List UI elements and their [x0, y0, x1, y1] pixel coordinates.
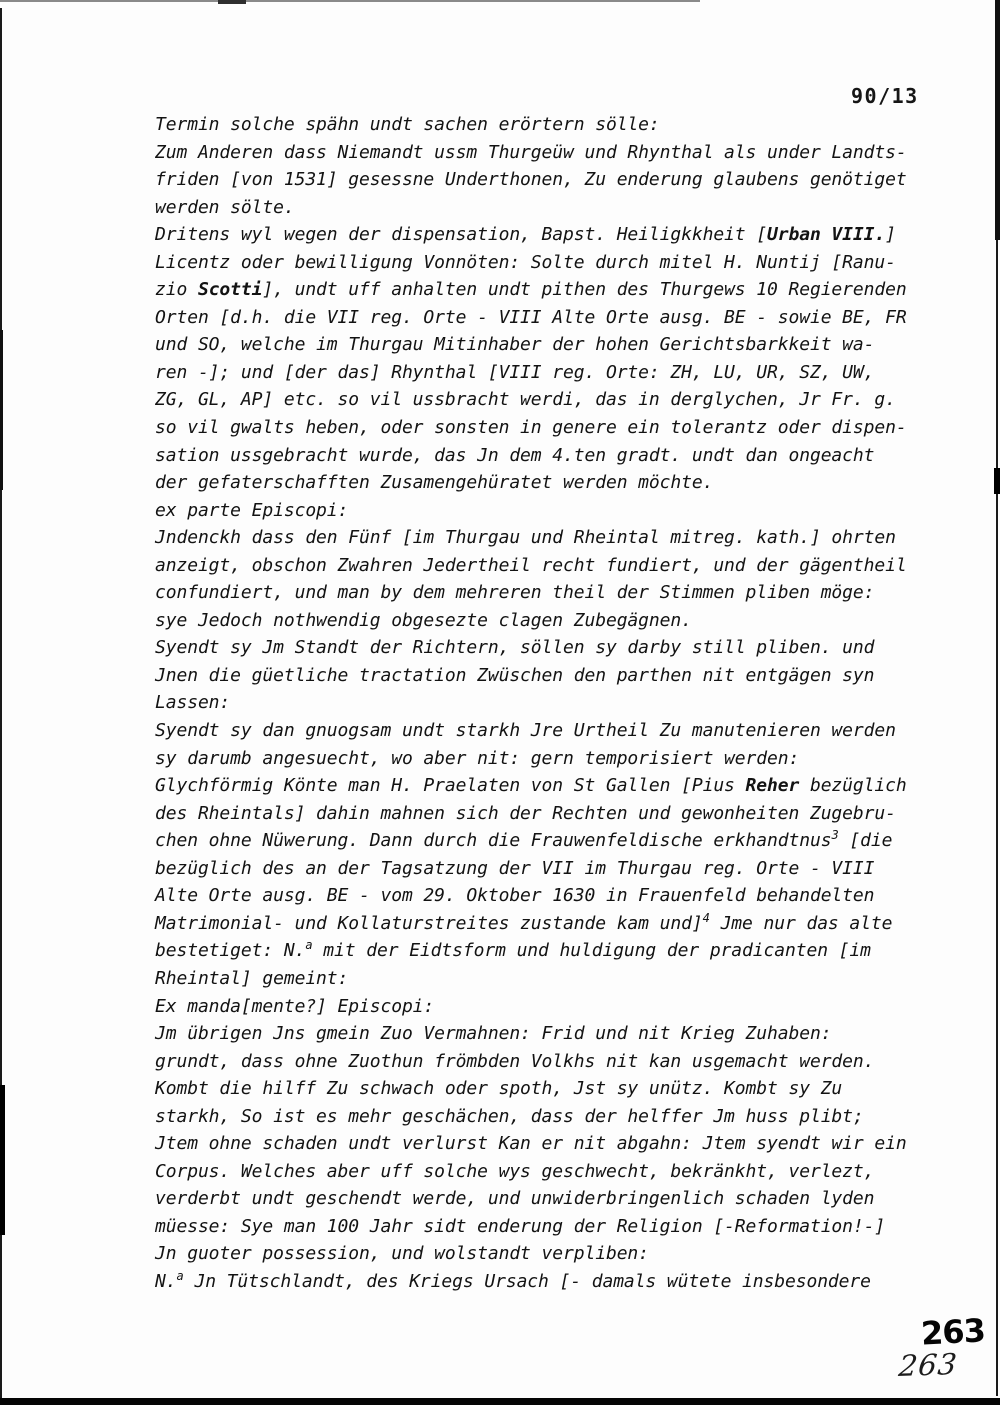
text-line: sy darumb angesuecht, wo aber nit: gern temporisiert werden:	[155, 747, 800, 769]
scan-edge-left-bulge	[0, 1085, 5, 1235]
scan-edge-bottom	[0, 1398, 1000, 1405]
text-line: ren -]; und [der das] Rhynthal [VIII reg. Orte: ZH, LU, UR, SZ, UW,	[155, 361, 875, 383]
text-line: bezüglich des an der Tagsatzung der VII im Thurgau reg. Orte - VIII	[155, 857, 875, 879]
superscript-note: a	[176, 1268, 184, 1283]
text-line: ZG, GL, AP] etc. so vil ussbracht werdi, das in derglychen, Jr Fr. g.	[155, 389, 896, 411]
text-line: N.$^a$ Jn Tütschlandt, des Kriegs Ursach [- damals wütete insbesondere	[155, 1268, 871, 1292]
text-line: Alte Orte ausg. BE - vom 29. Oktober 1630 in Frauenfeld behandelten	[155, 885, 875, 907]
text-line: ex parte Episcopi:	[155, 499, 349, 521]
scan-edge-top	[0, 0, 700, 2]
text-line: bestetiget: N.$^a$ mit der Eidtsform und huldigung der pradicanten [im	[155, 938, 871, 962]
text-line: werden sölte.	[155, 196, 295, 218]
text-line: Jnen die güetliche tractation Zwüschen den parthen nit entgägen syn	[155, 664, 875, 686]
text-line: Rheintal] gemeint:	[155, 967, 349, 989]
text-line: sation ussgebracht wurde, das Jn dem 4.ten gradt. undt dan ongeacht	[155, 444, 875, 466]
text-line: des Rheintals] dahin mahnen sich der Rechten und gewonheiten Zugebru-	[155, 802, 896, 824]
bold-text: Urban VIII.	[767, 224, 886, 246]
text-line: anzeigt, obschon Zwahren Jedertheil recht fundiert, und der gägentheil	[155, 554, 907, 576]
text-line: müesse: Sye man 100 Jahr sidt enderung der Religion [-Reformation!-]	[155, 1215, 886, 1237]
text-line: Orten [d.h. die VII reg. Orte - VIII Alte Orte ausg. BE - sowie BE, FR	[155, 306, 907, 328]
text-line: confundiert, und man by dem mehreren theil der Stimmen pliben möge:	[155, 582, 875, 604]
text-line: Lassen:	[155, 692, 231, 714]
scan-edge-left-mark	[0, 330, 3, 490]
page-number: 90/13	[851, 84, 919, 108]
text-line: Zum Anderen dass Niemandt ussm Thurgeüw und Rhynthal als under Landts-	[155, 141, 907, 163]
text-line: Corpus. Welches aber uff solche wys geschwecht, bekränkht, verlezt,	[155, 1160, 875, 1182]
folio-number-marker: 263	[920, 1311, 986, 1353]
scan-edge-right-top	[995, 0, 1000, 240]
text-line: und SO, welche im Thurgau Mitinhaber der hohen Gerichtsbarkkeit wa-	[155, 334, 875, 356]
bold-text: Scotti	[197, 279, 263, 301]
scan-edge-right-mark	[994, 468, 1000, 494]
text-line: Dritens wyl wegen der dispensation, Bapst. Heiligkkheit [Urban VIII.]	[155, 224, 896, 246]
text-line: grundt, dass ohne Zuothun frömbden Volkhs nit kan usgemacht werden.	[155, 1050, 875, 1072]
text-line: Kombt die hilff Zu schwach oder spoth, Jst sy unütz. Kombt sy Zu	[155, 1078, 843, 1100]
text-line: sye Jedoch nothwendig obgesezte clagen Zubegägnen.	[155, 609, 692, 631]
text-line: zio Scotti], undt uff anhalten undt pithen des Thurgews 10 Regierenden	[155, 279, 907, 301]
superscript-note: 3	[831, 828, 839, 843]
text-line: Termin solche spähn undt sachen erörtern sölle:	[155, 114, 660, 135]
text-line: der gefaterschafften Zusamengehüratet werden möchte.	[155, 472, 714, 494]
text-line: Jn guoter possession, und wolstandt verpliben:	[155, 1243, 649, 1265]
text-line: Jtem ohne schaden undt verlurst Kan er nit abgahn: Jtem syendt wir ein	[155, 1133, 907, 1155]
scan-edge-top-mark	[218, 0, 246, 4]
text-line: friden [von 1531] gesessne Underthonen, Zu enderung glaubens genötiget	[155, 169, 907, 191]
scan-edge-right	[996, 0, 998, 1396]
text-line: Licentz oder bewilligung Vonnöten: Solte durch mitel H. Nuntij [Ranu-	[155, 251, 896, 273]
text-line: chen ohne Nüwerung. Dann durch die Frauwenfeldische erkhandtnus$^3$ [die	[155, 828, 893, 852]
scan-edge-left	[0, 8, 2, 1398]
superscript-note: a	[305, 938, 313, 953]
bold-text: Reher	[745, 775, 800, 797]
text-line: Ex manda[mente?] Episcopi:	[155, 995, 435, 1017]
text-line: Matrimonial- und Kollaturstreites zustande kam und]$^4$ Jme nur das alte	[155, 910, 893, 934]
text-line: so vil gwalts heben, oder sonsten in genere ein tolerantz oder dispen-	[155, 417, 907, 439]
text-line: Syendt sy Jm Standt der Richtern, söllen sy darby still pliben. und	[155, 637, 875, 659]
text-line: verderbt undt geschendt werde, und unwiderbringenlich schaden lyden	[155, 1188, 875, 1210]
superscript-note: 4	[702, 910, 710, 925]
text-line: Jndenckh dass den Fünf [im Thurgau und Rheintal mitreg. kath.] ohrten	[155, 527, 896, 549]
text-line: starkh, So ist es mehr geschächen, dass der helffer Jm huss plibt;	[155, 1105, 864, 1127]
text-line: Glychförmig Könte man H. Praelaten von St Gallen [Pius Reher bezüglich	[155, 775, 907, 797]
body-text	[155, 111, 965, 1296]
text-line: Jm übrigen Jns gmein Zuo Vermahnen: Frid und nit Krieg Zuhaben:	[155, 1023, 832, 1045]
folio-number-handwritten: 263	[897, 1346, 960, 1384]
text-line: Syendt sy dan gnuogsam undt starkh Jre Urtheil Zu manutenieren werden	[155, 720, 896, 742]
